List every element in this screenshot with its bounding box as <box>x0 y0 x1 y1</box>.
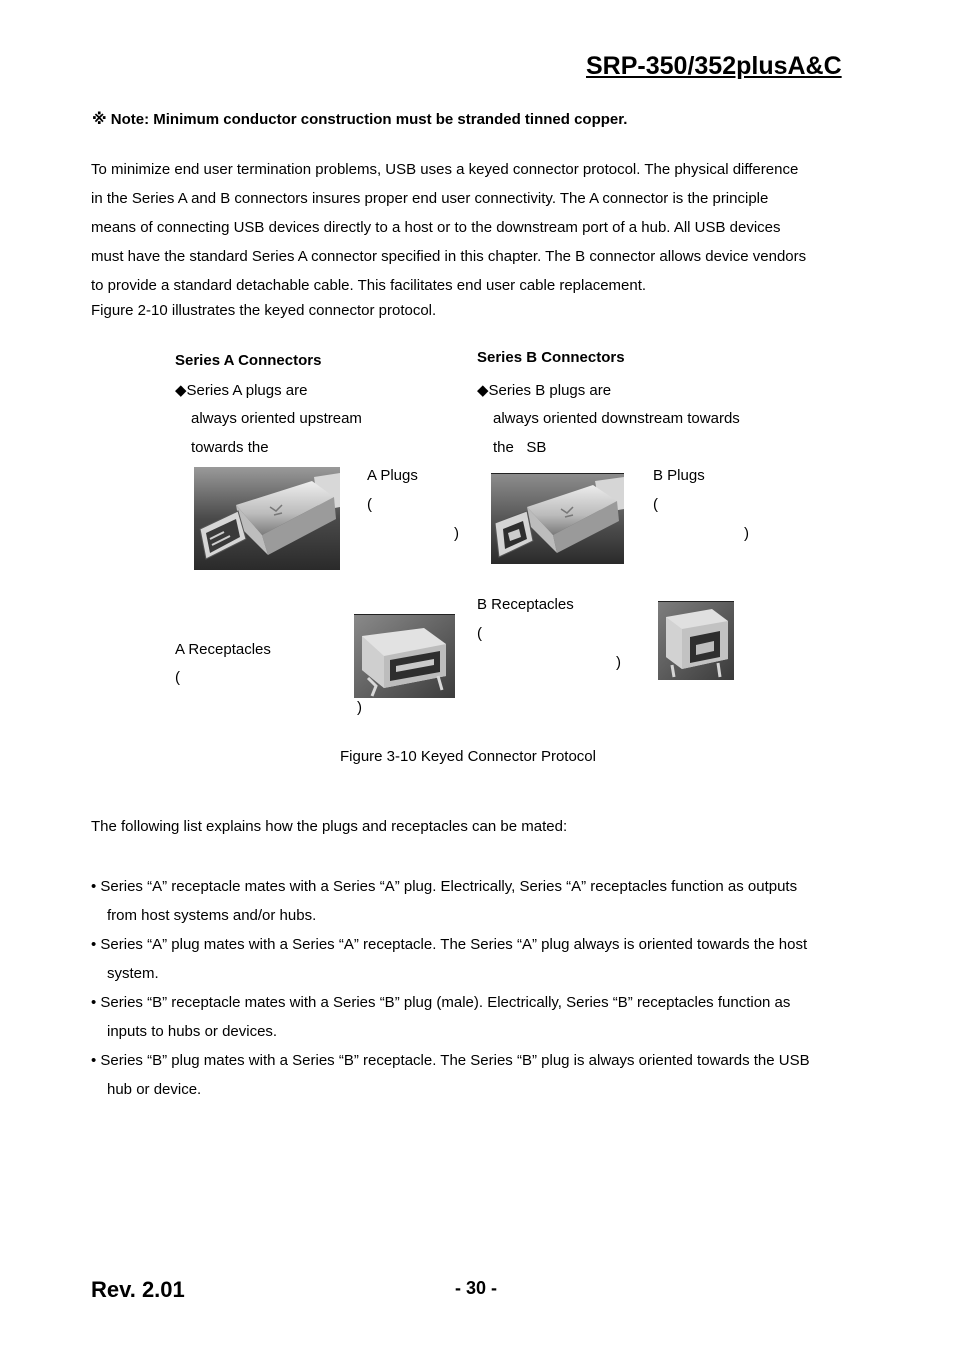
a-plugs-label: A Plugs <box>367 467 418 484</box>
page-number: - 30 - <box>455 1278 498 1298</box>
list-item <box>91 988 871 1046</box>
b-receptacles-open-paren: ( <box>477 625 482 642</box>
series-a-desc-line: ◆Series A plugs are <box>175 382 308 399</box>
list-item-continuation: from host systems and/or hubs. <box>107 907 317 924</box>
list-item-line: • Series “B” plug mates with a Series “B” receptacle. The Series “B” plug is always oriented towards the USB <box>91 1052 810 1069</box>
list-intro: The following list explains how the plugs and receptacles can be mated: <box>91 818 568 835</box>
intro-paragraph <box>91 155 871 300</box>
list-item-continuation: system. <box>107 965 159 982</box>
b-plugs-close-paren: ) <box>744 525 749 542</box>
b-plug-photo <box>491 473 624 564</box>
series-b-desc-line: ◆Series B plugs are <box>477 382 612 399</box>
series-a-desc-line: always oriented upstream <box>191 410 362 427</box>
mating-rules-list <box>91 872 871 1104</box>
list-item-line: • Series “A” plug mates with a Series “A” receptacle. The Series “A” plug always is oriented towards the host <box>91 936 808 953</box>
series-a-heading: Series A Connectors <box>175 352 322 369</box>
paragraph-line: To minimize end user termination problems, USB uses a keyed connector protocol. The physical difference <box>91 161 799 178</box>
document-title: SRP-350/352plusA&C <box>586 52 842 80</box>
b-plugs-open-paren: ( <box>653 496 658 513</box>
figure-caption: Figure 3-10 Keyed Connector Protocol <box>340 748 596 765</box>
a-plugs-close-paren: ) <box>454 525 459 542</box>
a-receptacles-open-paren: ( <box>175 669 180 686</box>
paragraph-line: means of connecting USB devices directly to a host or to the downstream port of a hub. All USB devices <box>91 219 781 236</box>
list-item <box>91 872 871 930</box>
a-receptacles-label: A Receptacles <box>175 641 271 658</box>
conductor-note: ※ Note: Minimum conductor construction must be stranded tinned copper. <box>92 111 628 128</box>
series-a-desc-line: towards the <box>191 439 269 456</box>
a-plugs-open-paren: ( <box>367 496 372 513</box>
list-item-line: • Series “A” receptacle mates with a Series “A” plug. Electrically, Series “A” receptacles function as outputs <box>91 878 798 895</box>
series-b-desc-line: the SB <box>493 439 547 456</box>
list-item-continuation: inputs to hubs or devices. <box>107 1023 278 1040</box>
list-item-line: • Series “B” receptacle mates with a Series “B” plug (male). Electrically, Series “B” receptacles function as <box>91 994 791 1011</box>
b-receptacles-close-paren: ) <box>616 654 621 671</box>
list-item <box>91 1046 871 1104</box>
a-plug-photo <box>194 467 340 570</box>
figure-intro: Figure 2-10 illustrates the keyed connector protocol. <box>91 302 437 319</box>
list-item-continuation: hub or device. <box>107 1081 202 1098</box>
paragraph-line: must have the standard Series A connector specified in this chapter. The B connector allows device vendors <box>91 248 807 265</box>
a-receptacle-photo <box>354 614 455 698</box>
list-item <box>91 930 871 988</box>
revision-label: Rev. 2.01 <box>91 1277 185 1302</box>
series-b-desc-line: always oriented downstream towards <box>493 410 740 427</box>
paragraph-line: in the Series A and B connectors insures proper end user connectivity. The A connector is the principle <box>91 190 769 207</box>
a-receptacles-close-paren: ) <box>357 699 362 716</box>
b-plugs-label: B Plugs <box>653 467 705 484</box>
b-receptacle-photo <box>658 601 734 680</box>
series-b-heading: Series B Connectors <box>477 349 625 366</box>
b-receptacles-label: B Receptacles <box>477 596 574 613</box>
paragraph-line: to provide a standard detachable cable. This facilitates end user cable replacement. <box>91 277 647 294</box>
